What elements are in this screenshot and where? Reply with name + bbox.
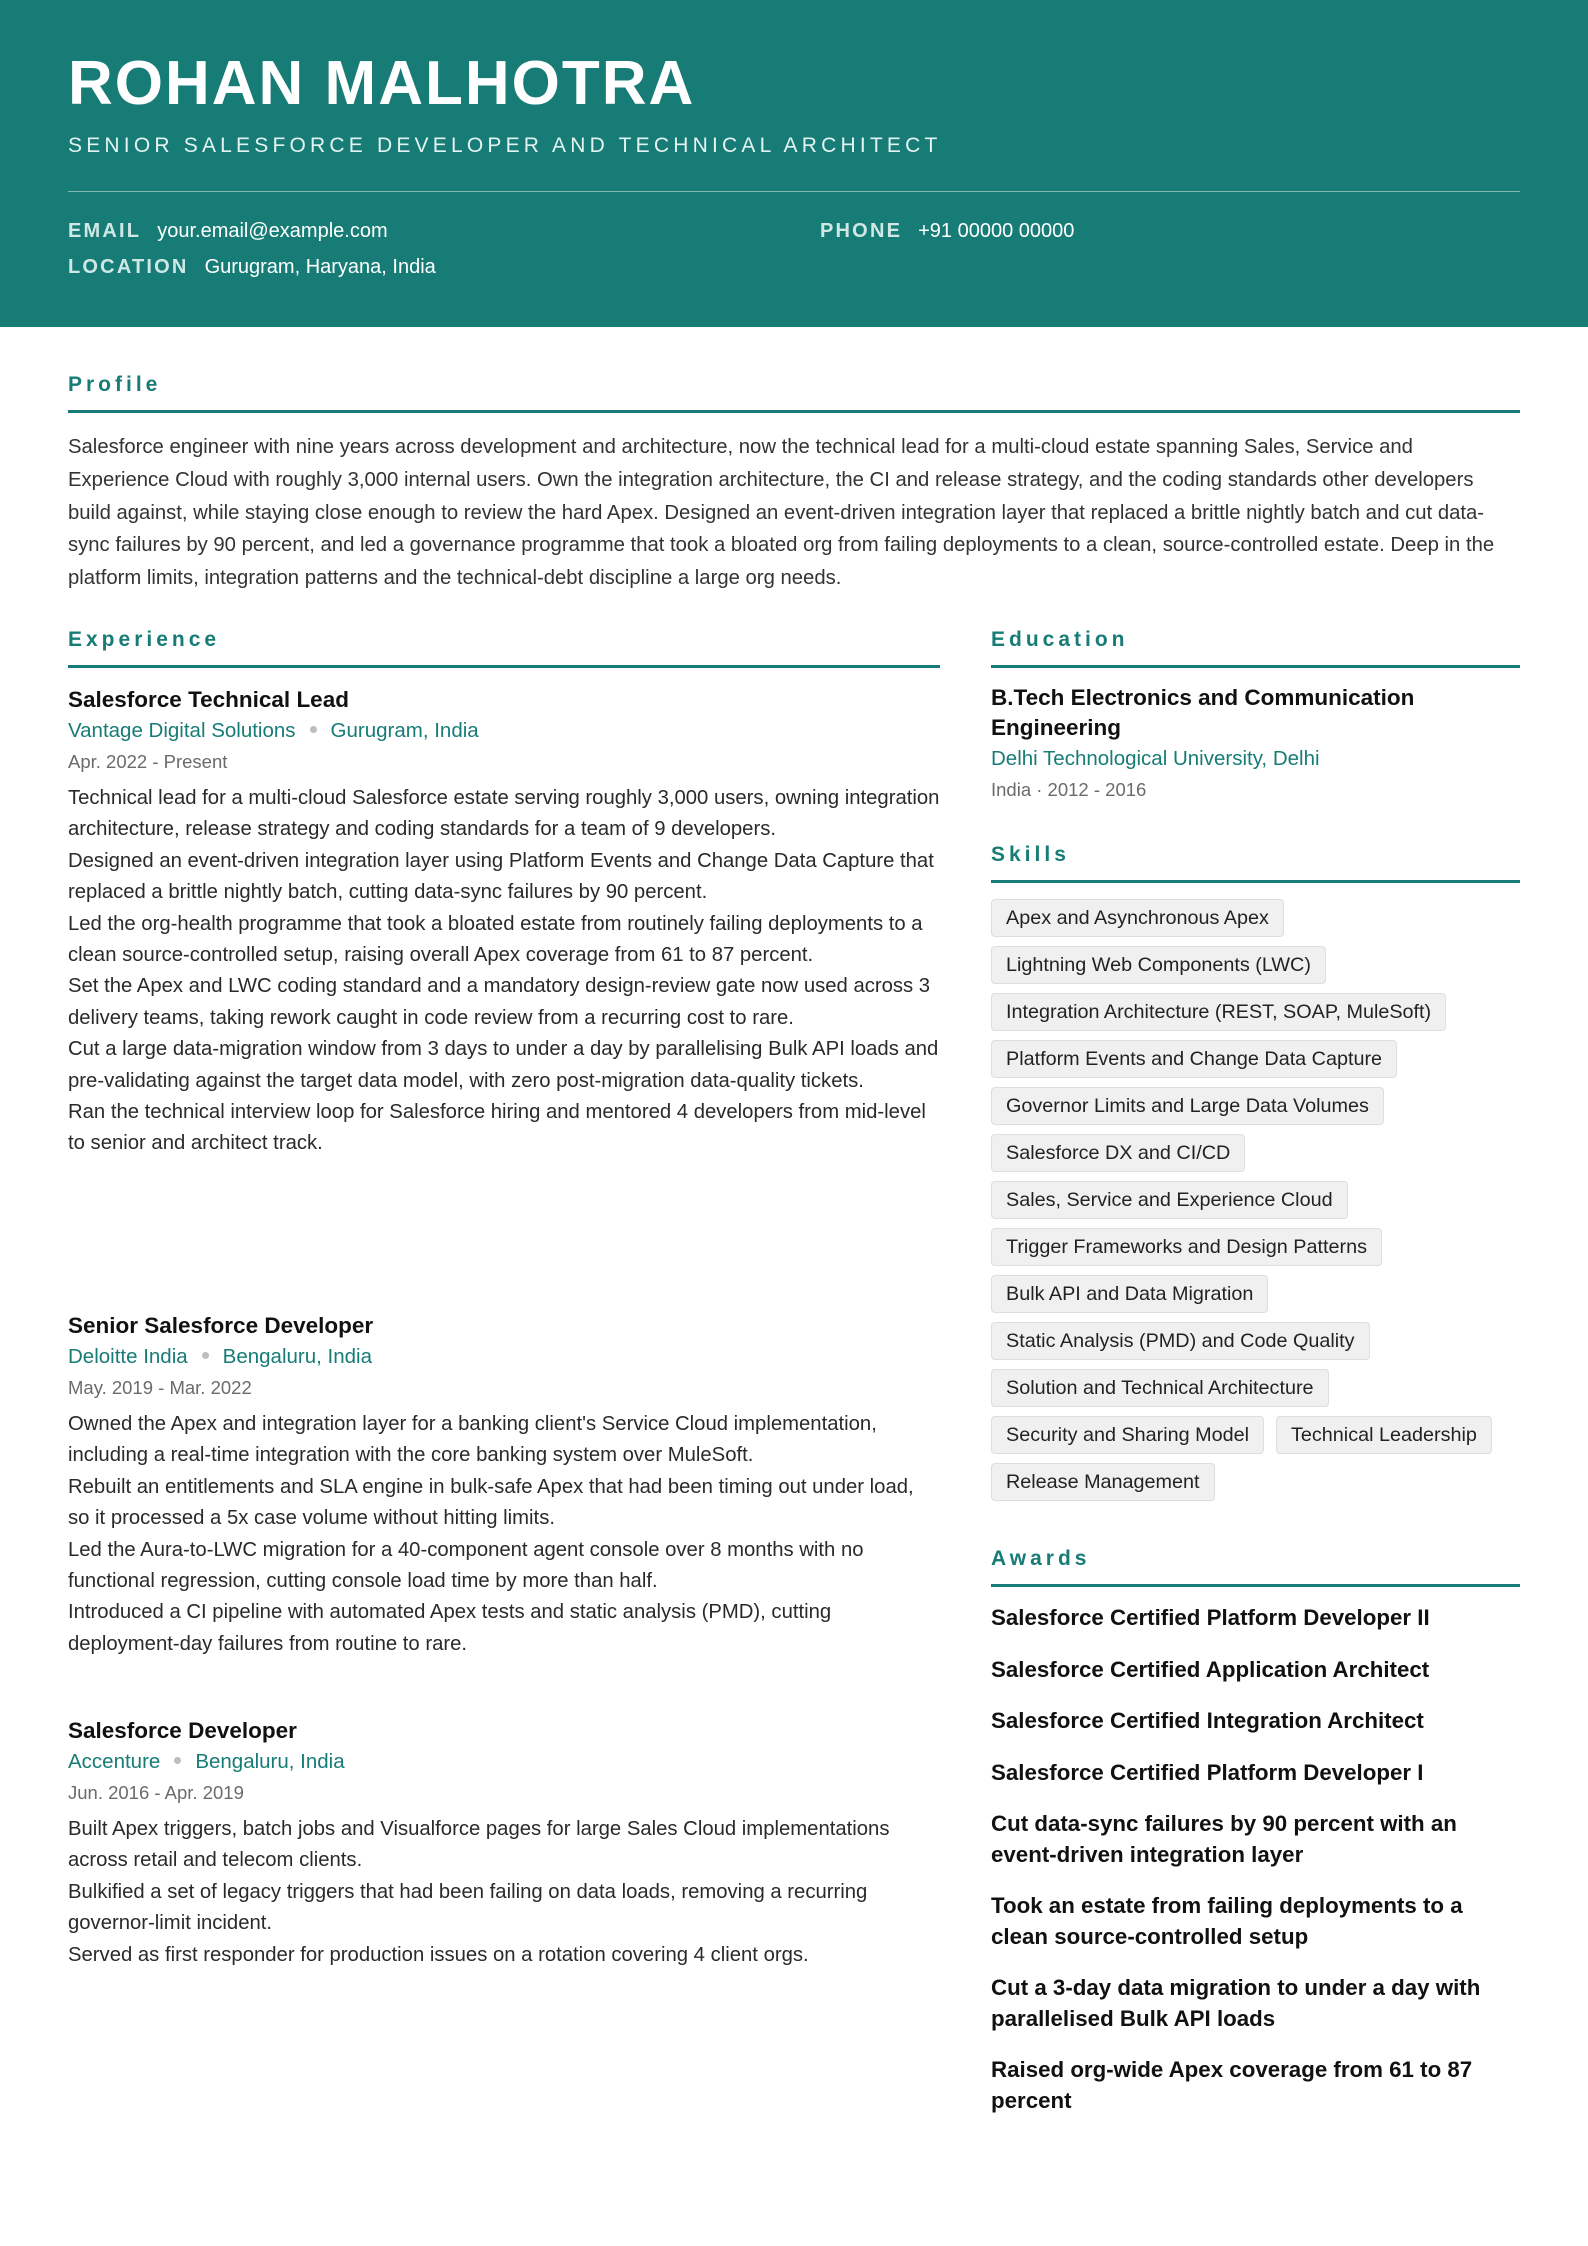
phone-label: PHONE (820, 220, 903, 242)
award-item: Took an estate from failing deployments to a clean source-controlled setup (991, 1893, 1463, 1949)
job-entry (68, 685, 940, 1160)
awards-divider (991, 1584, 1520, 1587)
job-bullet: Bulkified a set of legacy triggers that had been failing on data loads, removing a recurring governor-limit incident. (68, 1880, 868, 1935)
education-school: Delhi Technological University, Delhi (991, 747, 1320, 770)
location-value: Gurugram, Haryana, India (204, 256, 436, 278)
job-bullet: Led the Aura-to-LWC migration for a 40-component agent console over 8 months with no functional regression, cutting console load time by more than half. (68, 1538, 864, 1593)
job-bullet: Rebuilt an entitlements and SLA engine in bulk-safe Apex that had been timing out under load, so it processed a 5x case volume without hitting limits. (68, 1475, 914, 1530)
job-location: Gurugram, India (330, 719, 479, 742)
job-title: Salesforce Developer (68, 1718, 297, 1743)
experience-divider (68, 665, 940, 668)
skill-chip: Platform Events and Change Data Capture (991, 1040, 1397, 1078)
award-item: Salesforce Certified Application Architect (991, 1656, 1430, 1682)
candidate-subtitle: SENIOR SALESFORCE DEVELOPER AND TECHNICAL ARCHITECT (68, 134, 942, 157)
separator-dot (202, 1352, 209, 1359)
contact-location (68, 255, 436, 279)
job-bullet: Led the org-health programme that took a bloated estate from routinely failing deployments to a clean source-controlled setup, raising overall Apex coverage from 61 to 87 percent. (68, 912, 923, 967)
skills-divider (991, 880, 1520, 883)
separator-dot (310, 726, 317, 733)
contact-email (68, 219, 388, 243)
award-item: Cut data-sync failures by 90 percent with an event-driven integration layer (991, 1811, 1457, 1867)
separator-dot (174, 1757, 181, 1764)
job-company: Deloitte India (68, 1345, 188, 1368)
skills-list (991, 899, 1520, 1501)
profile-divider (68, 410, 1520, 413)
job-meta (68, 1746, 940, 1778)
job-location: Bengaluru, India (222, 1345, 372, 1368)
skill-chip: Lightning Web Components (LWC) (991, 946, 1326, 984)
profile-summary: Salesforce engineer with nine years across development and architecture, now the technical lead for a multi-cloud estate spanning Sales, Service and Experience Cloud with roughly 3,000 internal users. Own the integration architecture, the CI and release strategy, and the coding standards other developers build against, while staying close enough to review the hard Apex. Designed an event-driven integration layer that replaced a brittle nightly batch and cut data-sync failures by 90 percent, and led a governance programme that took a bloated org from failing deployments to a clean, source-controlled estate. Deep in the platform limits, integration patterns and the technical-debt discipline a large org needs. (68, 436, 1495, 590)
education-entry (991, 683, 1520, 805)
skill-chip: Trigger Frameworks and Design Patterns (991, 1228, 1382, 1266)
email-label: EMAIL (68, 220, 142, 242)
job-bullet: Served as first responder for production issues on a rotation covering 4 client orgs. (68, 1943, 809, 1966)
skill-chip: Bulk API and Data Migration (991, 1275, 1268, 1313)
job-bullets (68, 1814, 940, 1971)
job-meta (68, 1341, 940, 1373)
profile-heading: Profile (68, 373, 162, 396)
education-heading: Education (991, 628, 1129, 651)
education-divider (991, 665, 1520, 668)
job-bullet: Designed an event-driven integration layer using Platform Events and Change Data Capture that replaced a brittle nightly batch, cutting data-sync failures by 90 percent. (68, 849, 934, 904)
job-bullet: Technical lead for a multi-cloud Salesforce estate serving roughly 3,000 users, owning integration architecture, release strategy and coding standards for a team of 9 developers. (68, 787, 940, 841)
skill-chip: Integration Architecture (REST, SOAP, MuleSoft) (991, 993, 1446, 1031)
job-title: Salesforce Technical Lead (68, 687, 349, 712)
job-location: Bengaluru, India (195, 1750, 345, 1773)
job-bullet: Set the Apex and LWC coding standard and a mandatory design-review gate now used across 3 delivery teams, taking rework caught in code review from a recurring cost to rare. (68, 975, 931, 1029)
job-bullet: Ran the technical interview loop for Salesforce hiring and mentored 4 developers from mid-level to senior and architect track. (68, 1101, 926, 1155)
job-bullets (68, 1409, 940, 1660)
job-title: Senior Salesforce Developer (68, 1313, 374, 1338)
skill-chip: Release Management (991, 1463, 1215, 1501)
award-item: Raised org-wide Apex coverage from 61 to 87 percent (991, 2057, 1473, 2113)
education-meta: India · 2012 - 2016 (991, 779, 1147, 800)
skill-chip: Apex and Asynchronous Apex (991, 899, 1284, 937)
skill-chip: Sales, Service and Experience Cloud (991, 1181, 1348, 1219)
award-item: Salesforce Certified Integration Architect (991, 1708, 1424, 1733)
job-bullet: Cut a large data-migration window from 3 days to under a day by parallelising Bulk API loads and pre-validating against the target data model, with zero post-migration data-quality tickets. (68, 1038, 939, 1092)
skills-heading: Skills (991, 843, 1070, 866)
awards-heading: Awards (991, 1547, 1091, 1570)
email-value[interactable]: your.email@example.com (157, 220, 388, 242)
job-dates: May. 2019 - Mar. 2022 (68, 1377, 252, 1398)
phone-value[interactable]: +91 00000 00000 (918, 220, 1075, 242)
job-company: Accenture (68, 1750, 161, 1773)
skill-chip: Technical Leadership (1276, 1416, 1492, 1454)
job-bullet: Introduced a CI pipeline with automated Apex tests and static analysis (PMD), cutting deployment-day failures from routine to rare. (68, 1601, 832, 1655)
contact-phone (820, 219, 1074, 243)
job-entry (68, 1311, 940, 1660)
skill-chip: Solution and Technical Architecture (991, 1369, 1329, 1407)
candidate-name: ROHAN MALHOTRA (68, 49, 696, 118)
award-item: Salesforce Certified Platform Developer I (991, 1759, 1424, 1785)
skill-chip: Static Analysis (PMD) and Code Quality (991, 1322, 1370, 1360)
job-bullet: Owned the Apex and integration layer for a banking client's Service Cloud implementation, including a real-time integration with the core banking system over MuleSoft. (68, 1413, 877, 1467)
experience-heading: Experience (68, 628, 221, 651)
award-item: Salesforce Certified Platform Developer II (991, 1605, 1430, 1630)
skill-chip: Governor Limits and Large Data Volumes (991, 1087, 1384, 1125)
education-degree: B.Tech Electronics and Communication Engineering (991, 685, 1415, 740)
skill-chip: Salesforce DX and CI/CD (991, 1134, 1245, 1172)
job-bullet: Built Apex triggers, batch jobs and Visualforce pages for large Sales Cloud implementations across retail and telecom clients. (68, 1818, 890, 1872)
awards-list (991, 1603, 1520, 2137)
resume-header (0, 0, 1588, 327)
skill-chip: Security and Sharing Model (991, 1416, 1264, 1454)
header-divider (68, 191, 1520, 192)
job-dates: Jun. 2016 - Apr. 2019 (68, 1782, 244, 1803)
job-company: Vantage Digital Solutions (68, 719, 296, 742)
job-meta (68, 715, 940, 747)
award-item: Cut a 3-day data migration to under a day with parallelised Bulk API loads (991, 1975, 1481, 2031)
job-bullets (68, 783, 940, 1160)
job-entry (68, 1716, 940, 1971)
location-label: LOCATION (68, 256, 189, 278)
job-dates: Apr. 2022 - Present (68, 751, 228, 772)
